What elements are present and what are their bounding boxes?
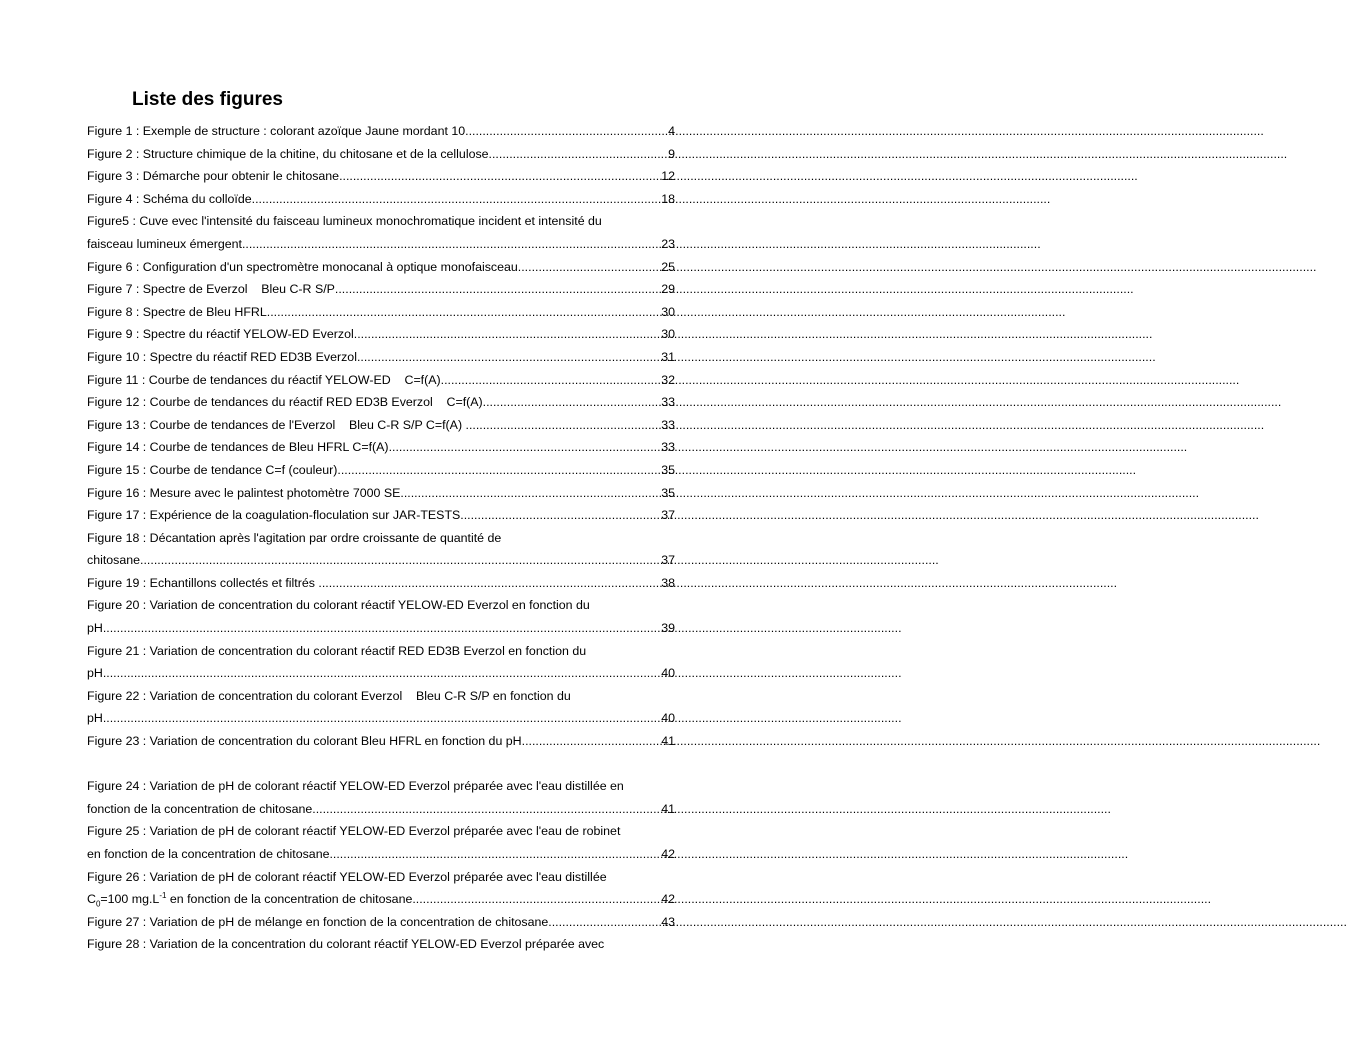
page-number: 40 xyxy=(661,711,675,726)
figure-entry[interactable]: Figure 9 : Spectre du réactif YELOW-ED Everzol ..... 30 xyxy=(87,323,675,346)
page-number: 31 xyxy=(661,349,675,364)
page-number: 18 xyxy=(661,191,675,206)
page-number: 40 xyxy=(661,666,675,681)
page-number: 30 xyxy=(661,327,675,342)
page-number: 32 xyxy=(661,372,675,387)
page-number: 25 xyxy=(661,259,675,274)
figure-entry[interactable]: Figure 3 : Démarche pour obtenir le chitosane ..... 12 xyxy=(87,165,675,188)
figure-entry[interactable]: Figure 25 : Variation de pH de colorant réactif YELOW-ED Everzol préparée avec l'eau de robinet en fonction de la concentration de chitosane ..... 42 xyxy=(87,820,675,865)
page-number: 23 xyxy=(661,236,675,251)
page-number: 41 xyxy=(661,801,675,816)
page-number: 35 xyxy=(661,462,675,477)
page-number: 42 xyxy=(661,847,675,861)
figure-entry[interactable]: Figure 15 : Courbe de tendance C=f (couleur) ..... 35 xyxy=(87,459,675,482)
figure-entry[interactable]: Figure 13 : Courbe de tendances de l'Everzol Bleu C-R S/P C=f(A) ..... 33 xyxy=(87,414,675,437)
figure-entry[interactable]: Figure 23 : Variation de concentration du colorant Bleu HFRL en fonction du pH ..... 41 xyxy=(87,730,675,753)
figure-entry[interactable]: Figure 27 : Variation de pH de mélange en fonction de la concentration de chitosane ..... 43 xyxy=(87,911,675,934)
page-number: 30 xyxy=(661,304,675,319)
page-number: 29 xyxy=(661,282,675,297)
figure-entry[interactable]: Figure 2 : Structure chimique de la chitine, du chitosane et de la cellulose ..... 9 xyxy=(87,143,675,166)
page-title: Liste des figures xyxy=(132,89,283,110)
figure-entry[interactable]: Figure 14 : Courbe de tendances de Bleu HFRL C=f(A) ..... 33 xyxy=(87,436,675,459)
figure-entry[interactable]: Figure5 : Cuve evec l'intensité du faisceau lumineux monochromatique incident et intensité du faisceau lumineux émergent ..... 23 xyxy=(87,210,675,255)
figure-entry[interactable]: Figure 7 : Spectre de Everzol Bleu C-R S/P ..... 29 xyxy=(87,278,675,301)
figure-entry[interactable]: Figure 21 : Variation de concentration du colorant réactif RED ED3B Everzol en fonction du pH ..... 40 xyxy=(87,640,675,685)
page-number: 12 xyxy=(661,169,675,184)
figure-entry[interactable]: Figure 18 : Décantation après l'agitation par ordre croissante de quantité de chitosane ..... 37 xyxy=(87,527,675,572)
figure-entry[interactable]: Figure 6 : Configuration d'un spectromètre monocanal à optique monofaisceau ..... 25 xyxy=(87,256,675,279)
figure-entry[interactable]: Figure 12 : Courbe de tendances du réactif RED ED3B Everzol C=f(A) ..... 33 xyxy=(87,391,675,414)
figure-entry[interactable]: Figure 4 : Schéma du colloïde ..... 18 xyxy=(87,188,675,211)
page-number: 9 xyxy=(668,146,675,161)
page-number: 4 xyxy=(668,124,675,138)
page-number: 33 xyxy=(661,440,675,455)
figure-entry[interactable]: Figure 8 : Spectre de Bleu HFRL ..... 30 xyxy=(87,301,675,324)
figure-entry[interactable]: Figure 20 : Variation de concentration du colorant réactif YELOW-ED Everzol en fonction du pH ..... 39 xyxy=(87,594,675,639)
figure-entry[interactable]: Figure 11 : Courbe de tendances du réactif YELOW-ED C=f(A) ..... 32 xyxy=(87,369,675,392)
page-number: 39 xyxy=(661,621,675,636)
figure-entry[interactable]: Figure 26 : Variation de pH de colorant réactif YELOW-ED Everzol préparée avec l'eau distillée $C_0=100$ $mg.L^{-1}$ en fonction de la concentration de chitosane ..... 42 xyxy=(87,866,675,911)
page-number: 37 xyxy=(661,553,675,568)
page-number: 37 xyxy=(661,508,675,523)
page-number: 43 xyxy=(661,914,675,929)
figure-entry[interactable]: Figure 17 : Expérience de la coagulation-floculation sur JAR-TESTS ..... 37 xyxy=(87,504,675,527)
page-number: 38 xyxy=(661,575,675,590)
figure-entry[interactable]: Figure 1 : Exemple de structure : colorant azoïque Jaune mordant 10 ..... 4 xyxy=(87,120,675,143)
figure-list xyxy=(87,120,675,956)
page-number: 33 xyxy=(661,417,675,432)
figure-entry[interactable]: Figure 16 : Mesure avec le palintest photomètre 7000 SE ..... 35 xyxy=(87,482,675,505)
figure-entry[interactable]: Figure 10 : Spectre du réactif RED ED3B Everzol ..... 31 xyxy=(87,346,675,369)
page-number: 35 xyxy=(661,485,675,500)
figure-entry[interactable]: Figure 22 : Variation de concentration du colorant Everzol Bleu C-R S/P en fonction du pH ..... 40 xyxy=(87,685,675,730)
page-number: 33 xyxy=(661,395,675,410)
figure-entry[interactable]: Figure 24 : Variation de pH de colorant réactif YELOW-ED Everzol préparée avec l'eau distillée en fonction de la concentration de chitosane ..... 41 xyxy=(87,775,675,820)
figure-entry[interactable]: Figure 19 : Echantillons collectés et filtrés ..... 38 xyxy=(87,572,675,595)
page-number: 42 xyxy=(661,892,675,907)
figure-entry[interactable]: Figure 28 : Variation de la concentration du colorant réactif YELOW-ED Everzol préparée avec xyxy=(87,937,605,952)
page-number: 41 xyxy=(661,734,675,749)
